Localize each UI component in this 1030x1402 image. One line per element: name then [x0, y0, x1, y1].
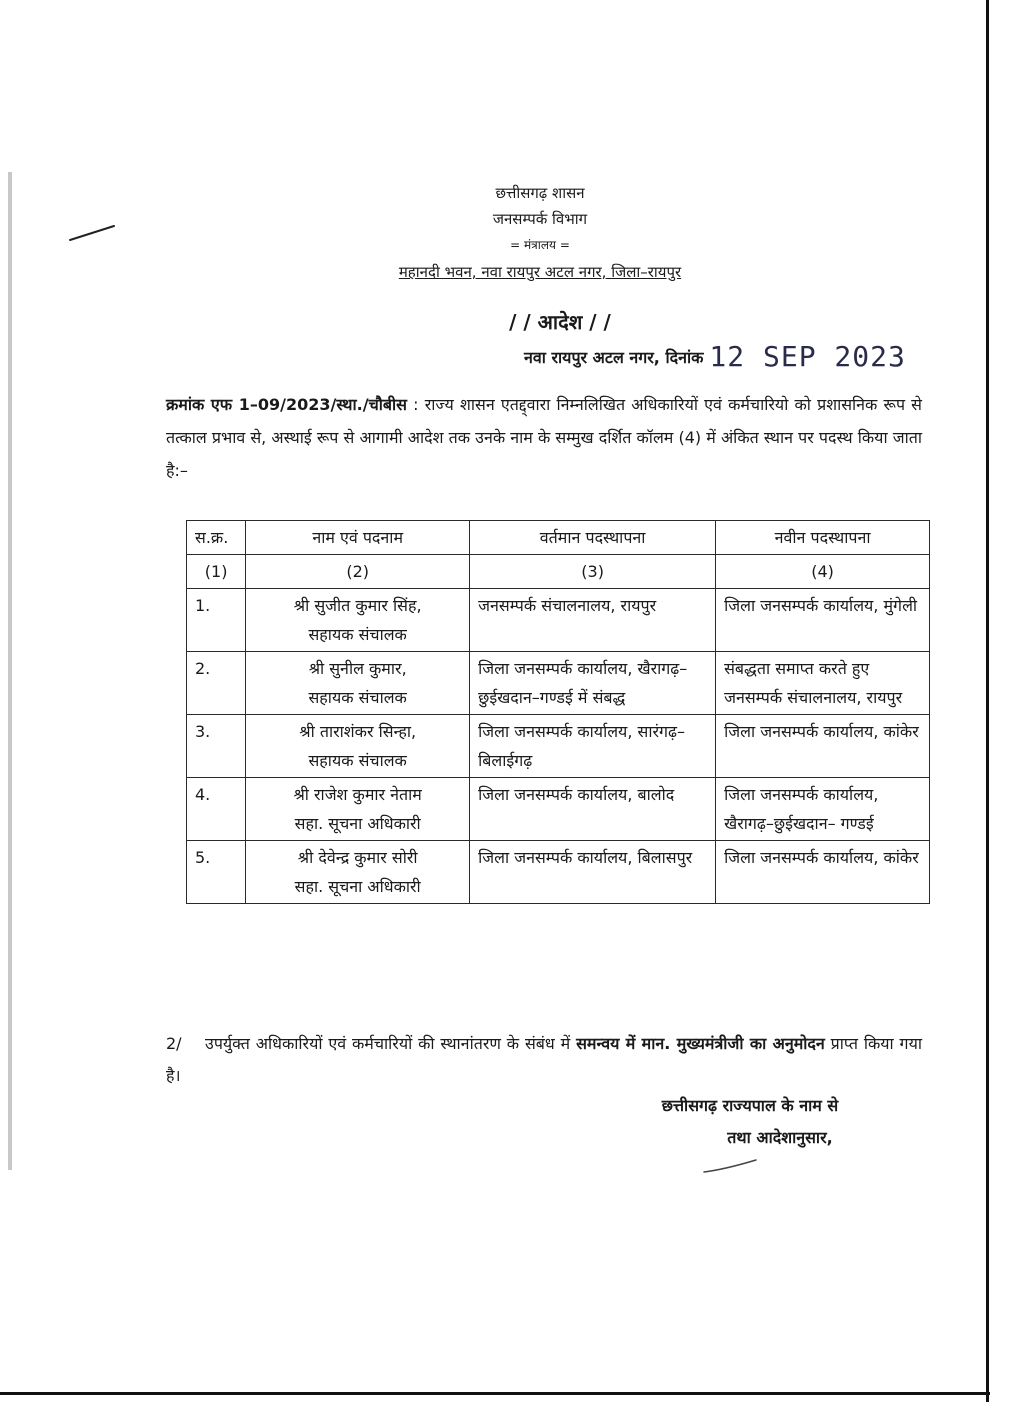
header-serial: स.क्र.	[187, 521, 246, 555]
header-name: नाम एवं पदनाम	[246, 521, 470, 555]
frame-bottom-border	[0, 1392, 990, 1395]
officer-name: श्री सुजीत कुमार सिंह,	[293, 596, 422, 615]
current-posting-cell: जिला जनसम्पर्क कार्यालय, सारंगढ़–बिलाईगढ़	[470, 715, 716, 778]
serial-cell: 3.	[187, 715, 246, 778]
table-row	[187, 652, 930, 715]
current-posting-cell: जिला जनसम्पर्क कार्यालय, खैरागढ़–छुईखदान–गण्डई में संबद्ध	[470, 652, 716, 715]
header-new-posting: नवीन पदस्थापना	[716, 521, 930, 555]
order-text: : राज्य शासन एतद्द्वारा निम्नलिखित अधिकारियों एवं कर्मचारियो को प्रशासनिक रूप से तत्काल प्रभाव से, अस्थाई रूप से आगामी आदेश तक उनके नाम के सम्मुख दर्शित कॉलम (4) में अंकित स्थान पर पदस्थ किया जाता है:–	[166, 395, 923, 480]
officer-designation: सहायक संचालक	[308, 688, 407, 707]
name-cell	[246, 778, 470, 841]
signature-line-1: छत्तीसगढ़ राज्यपाल के नाम से	[661, 1096, 839, 1115]
paragraph-number: 2/	[166, 1034, 182, 1053]
officer-designation: सहायक संचालक	[308, 751, 407, 770]
date-label: नवा रायपुर अटल नगर, दिनांक	[524, 348, 704, 367]
order-title: / / आदेश / /	[509, 310, 611, 334]
serial-cell: 1.	[187, 589, 246, 652]
signature-block	[560, 1090, 940, 1154]
government-name: छत्तीसगढ़ शासन	[495, 184, 585, 202]
order-paragraph	[166, 388, 922, 487]
name-cell	[246, 841, 470, 904]
serial-cell: 5.	[187, 841, 246, 904]
officer-name: श्री देवेन्द्र कुमार सोरी	[297, 848, 418, 867]
officer-designation: सहा. सूचना अधिकारी	[294, 877, 421, 896]
new-posting-cell: जिला जनसम्पर्क कार्यालय, कांकेर	[716, 841, 930, 904]
order-reference: क्रमांक एफ 1–09/2023/स्था./चौबीस	[166, 395, 407, 414]
transfer-table	[186, 520, 930, 904]
name-cell	[246, 589, 470, 652]
column-number: (2)	[246, 555, 470, 589]
table-row	[187, 778, 930, 841]
table-row	[187, 715, 930, 778]
officer-name: श्री राजेश कुमार नेताम	[293, 785, 422, 804]
table-row	[187, 841, 930, 904]
officer-name: श्री सुनील कुमार,	[308, 659, 407, 678]
approval-text-bold: समन्वय में मान. मुख्यमंत्रीजी का अनुमोदन	[576, 1034, 825, 1053]
column-number: (1)	[187, 555, 246, 589]
table-row	[187, 589, 930, 652]
office-address: महानदी भवन, नवा रायपुर अटल नगर, जिला–रायपुर	[398, 263, 682, 281]
new-posting-cell: जिला जनसम्पर्क कार्यालय, कांकेर	[716, 715, 930, 778]
approval-text: उपर्युक्त अधिकारियों एवं कर्मचारियों की स्थानांतरण के संबंध में	[205, 1034, 571, 1053]
officer-designation: सहा. सूचना अधिकारी	[294, 814, 421, 833]
name-cell	[246, 715, 470, 778]
new-posting-cell: संबद्धता समाप्त करते हुए जनसम्पर्क संचालनालय, रायपुर	[716, 652, 930, 715]
department-name: जनसम्पर्क विभाग	[492, 210, 588, 228]
officer-name: श्री ताराशंकर सिन्हा,	[299, 722, 417, 741]
serial-cell: 4.	[187, 778, 246, 841]
date-stamp: 12 SEP 2023	[709, 340, 906, 373]
letterhead	[0, 180, 1030, 286]
signature-line-2: तथा आदेशानुसार,	[727, 1128, 833, 1147]
column-number: (4)	[716, 555, 930, 589]
officer-designation: सहायक संचालक	[308, 625, 407, 644]
serial-cell: 2.	[187, 652, 246, 715]
header-current-posting: वर्तमान पदस्थापना	[470, 521, 716, 555]
approval-text-end: प्राप्त किया गया है।	[166, 1034, 922, 1085]
date-line	[524, 340, 984, 378]
current-posting-cell: जिला जनसम्पर्क कार्यालय, बिलासपुर	[470, 841, 716, 904]
signature-mark-icon	[700, 1156, 780, 1176]
name-cell	[246, 652, 470, 715]
current-posting-cell: जनसम्पर्क संचालनालय, रायपुर	[470, 589, 716, 652]
column-number-row	[187, 555, 930, 589]
table-header-row	[187, 521, 930, 555]
office-name: = मंत्रालय =	[510, 238, 570, 252]
current-posting-cell: जिला जनसम्पर्क कार्यालय, बालोद	[470, 778, 716, 841]
column-number: (3)	[470, 555, 716, 589]
new-posting-cell: जिला जनसम्पर्क कार्यालय, खैरागढ़–छुईखदान– गण्डई	[716, 778, 930, 841]
new-posting-cell: जिला जनसम्पर्क कार्यालय, मुंगेली	[716, 589, 930, 652]
approval-paragraph	[166, 1028, 922, 1092]
